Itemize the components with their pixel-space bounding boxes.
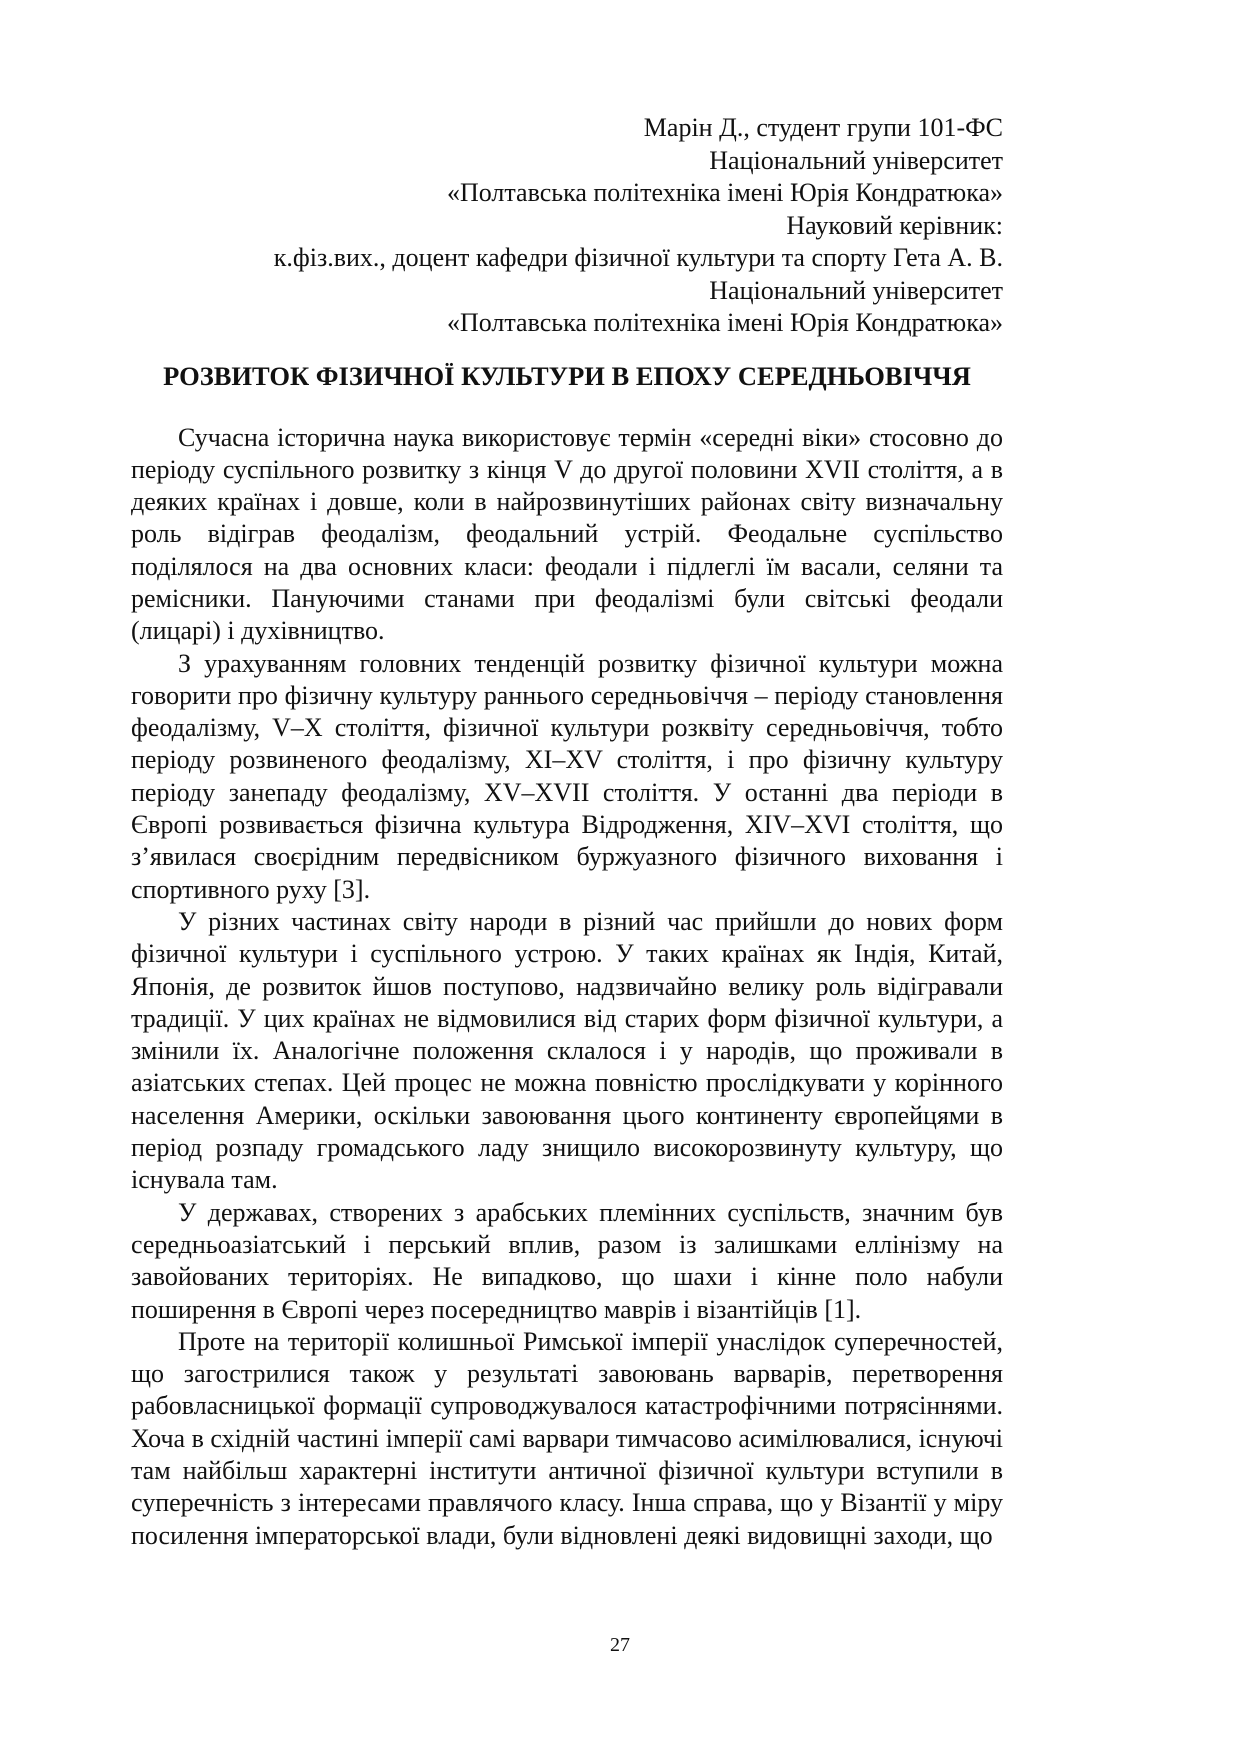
supervisor-university-line: Національний університет [709,275,1003,305]
university-line: Національний університет [709,145,1003,175]
paragraph: Сучасна історична наука використовує термін «середні віки» стосовно до періоду суспільного розвитку з кінця V до другої половини XVII століття, а в деяких країнах і довше, коли в найрозвинутіших районах світу визначальну роль відіграв феодалізм, феодальний устрій. Феодальне суспільство поділялося на два основних класи: феодали і підлеглі їм васали, селяни та ремісники. Пануючими станами при феодалізмі були світські феодали (лицарі) і духівництво. [131,422,1003,646]
paragraph: У різних частинах світу народи в різний час прийшли до нових форм фізичної культури і суспільного устрою. У таких країнах як Індія, Китай, Японія, де розвиток йшов поступово, надзвичайно велику роль відігравали традиції. У цих країнах не відмовилися від старих форм фізичної культури, а змінили їх. Аналогічне положення склалося і у народів, що проживали в азіатських степах. Цей процес не можна повністю прослідкувати у корінного населення Америки, оскільки завоювання цього континенту європейцями в період розпаду громадського ладу знищило високорозвинуту культуру, що існувала там. [131,906,1003,1195]
article-body [131,422,1003,1552]
university-name-line: «Полтавська політехніка імені Юрія Кондратюка» [446,178,1003,207]
supervisor-university-name-line: «Полтавська політехніка імені Юрія Кондратюка» [446,308,1003,337]
article-title: РОЗВИТОК ФІЗИЧНОЇ КУЛЬТУРИ В ЕПОХУ СЕРЕДНЬОВІЧЧЯ [163,360,971,391]
paragraph: У державах, створених з арабських племінних суспільств, значним був середньоазіатський і перський вплив, разом із залишками еллінізму на завойованих територіях. Не випадково, що шахи і кінне поло набули поширення в Європі через посередництво маврів і візантійців [1]. [131,1197,1003,1324]
supervisor-line: к.фіз.вих., доцент кафедри фізичної культури та спорту Гета А. В. [273,243,1003,272]
paragraph: З урахуванням головних тенденцій розвитку фізичної культури можна говорити про фізичну культуру раннього середньовіччя – періоду становлення феодалізму, V–X століття, фізичної культури розквіту середньовіччя, тобто періоду розвиненого феодалізму, XI–XV століття, і про фізичну культуру періоду занепаду феодалізму, XV–XVII століття. У останні два періоди в Європі розвивається фізична культура Відродження, XIV–XVI століття, що з’явилася своєрідним передвісником буржуазного фізичного виховання і спортивного руху [3]. [131,648,1003,904]
author-line: Марін Д., студент групи 101-ФС [643,113,1003,142]
paragraph: Проте на території колишньої Римської імперії унаслідок суперечностей, що загострилися також у результаті завоювань варварів, перетворення рабовласницької формації супроводжувалося катастрофічними потрясіннями. Хоча в східній частині імперії самі варвари тимчасово асимілювалися, існуючі там найбільш характерні інститути античної фізичної культури вступили в суперечність з інтересами правлячого класу. Інша справа, що у Візантії у міру посилення імператорської влади, були відновлені деякі видовищні заходи, що [131,1326,1003,1550]
document-page [131,112,1003,1552]
supervisor-label: Науковий керівник: [786,210,1003,240]
page-number: 27 [610,1634,630,1656]
author-affiliation-block [131,112,1003,340]
